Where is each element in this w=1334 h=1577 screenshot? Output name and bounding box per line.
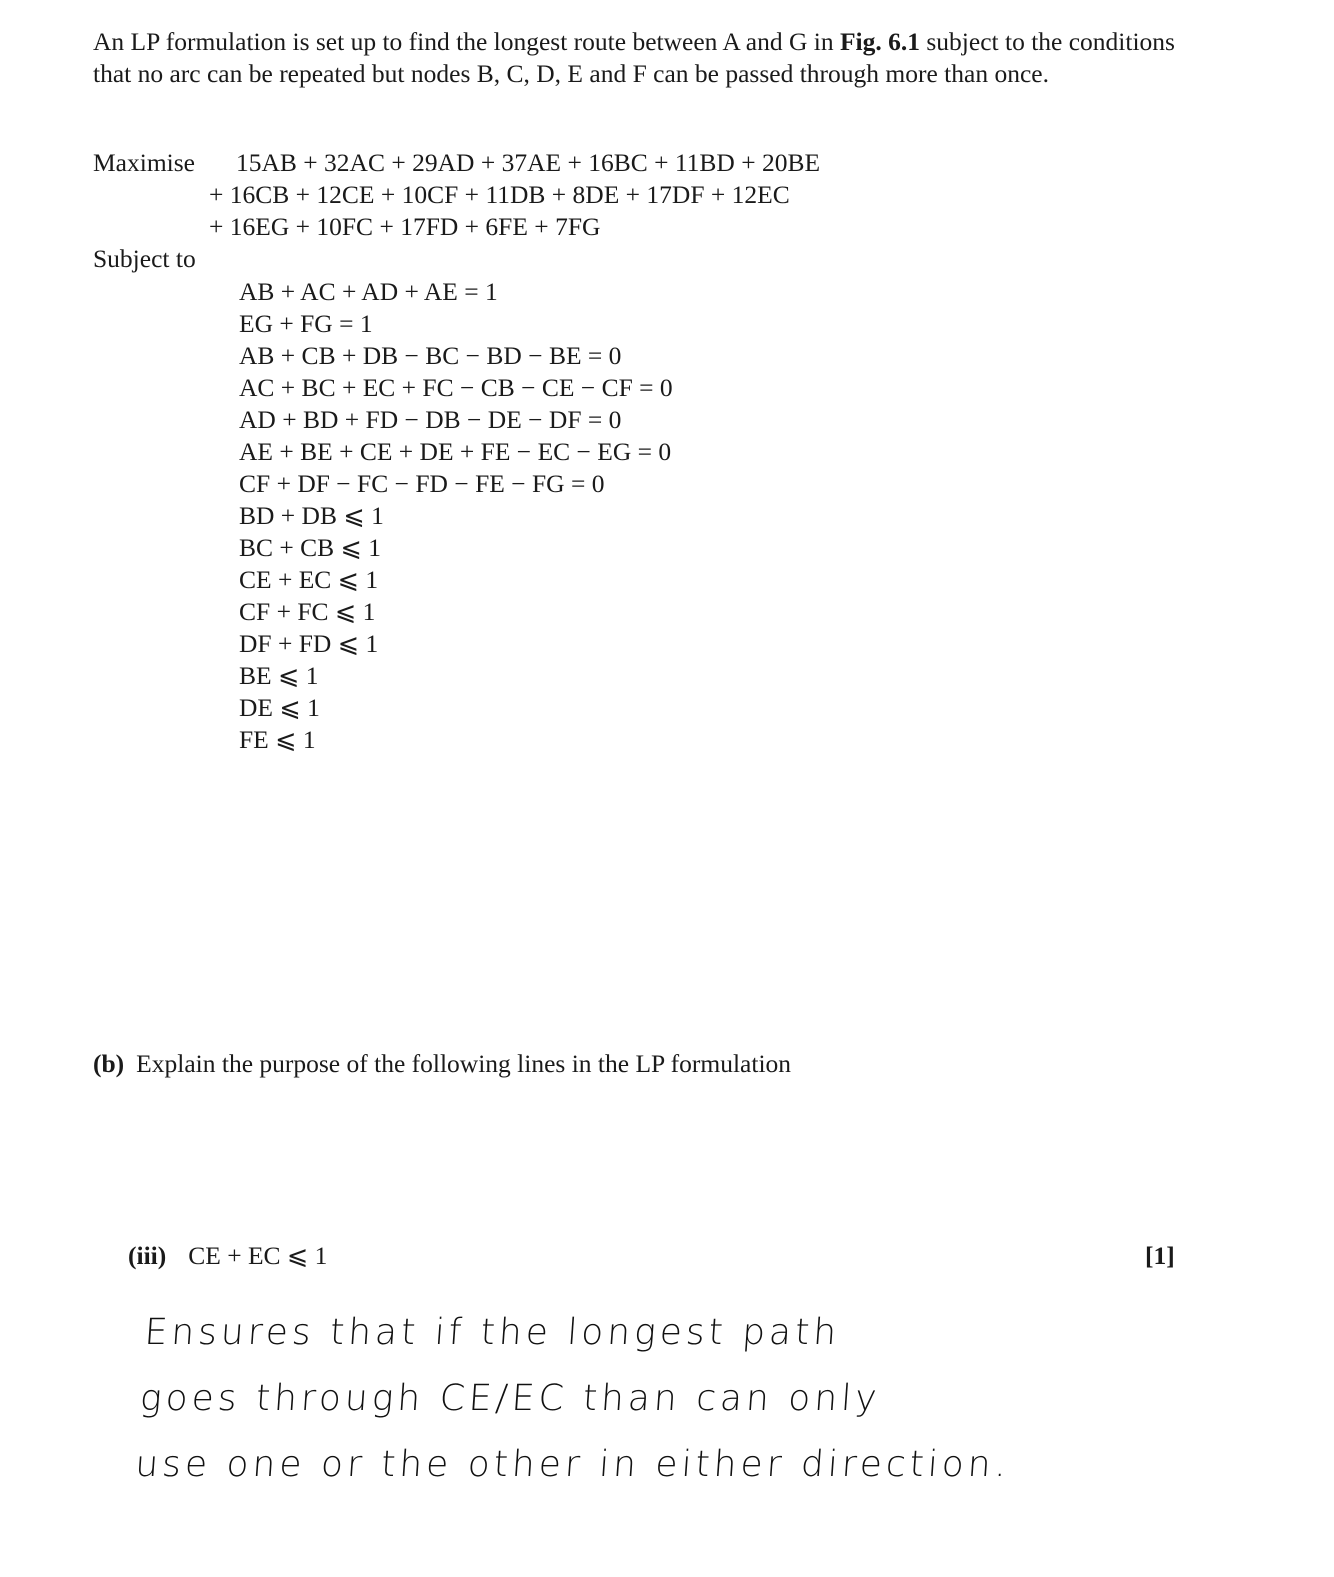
intro-text-start: An LP formulation is set up to find the longest route between A and G in — [93, 27, 840, 56]
constraint: EG + FG = 1 — [239, 309, 373, 338]
constraint: FE ⩽ 1 — [239, 725, 316, 754]
constraint: BD + DB ⩽ 1 — [239, 501, 384, 530]
constraint: AC + BC + EC + FC − CB − CE − CF = 0 — [239, 373, 673, 402]
answer-line: Ensures that if the longest path — [143, 1312, 842, 1353]
constraint: CE + EC ⩽ 1 — [239, 565, 379, 594]
constraint: BE ⩽ 1 — [239, 661, 319, 690]
answer-line: goes through CE/EC than can only — [138, 1378, 882, 1419]
constraint: DE ⩽ 1 — [239, 693, 320, 722]
maximise-label: Maximise — [93, 148, 195, 177]
handwritten-answer — [133, 1300, 1012, 1498]
question-intro — [93, 26, 1183, 90]
marks-allocation: [1] — [1145, 1241, 1175, 1270]
constraint: DF + FD ⩽ 1 — [239, 629, 379, 658]
sub-iii-marker: (iii) — [128, 1241, 167, 1270]
objective-line-1: 15AB + 32AC + 29AD + 37AE + 16BC + 11BD + 20BE — [236, 148, 821, 177]
intro-text-end: subject to the conditions that no arc can be repeated but nodes B, C, D, E and F can be passed through more than once. — [93, 27, 1175, 88]
constraint: AB + CB + DB − BC − BD − BE = 0 — [239, 341, 622, 370]
constraint: BC + CB ⩽ 1 — [239, 533, 382, 562]
constraint: AD + BD + FD − DB − DE − DF = 0 — [239, 405, 622, 434]
part-b-question — [93, 1048, 791, 1080]
answer-line: use one or the other in either direction. — [133, 1444, 1012, 1485]
sub-question-iii — [128, 1240, 327, 1272]
constraint: CF + FC ⩽ 1 — [239, 597, 376, 626]
objective-line-2: + 16CB + 12CE + 10CF + 11DB + 8DE + 17DF + 12EC — [209, 180, 790, 209]
constraint-list — [239, 276, 673, 756]
part-b-marker: (b) — [93, 1049, 125, 1078]
figure-reference: Fig. 6.1 — [839, 27, 920, 56]
constraint: AE + BE + CE + DE + FE − EC − EG = 0 — [239, 437, 672, 466]
sub-iii-text: CE + EC ⩽ 1 — [188, 1241, 328, 1270]
subject-to-label: Subject to — [93, 244, 196, 273]
objective-line-3: + 16EG + 10FC + 17FD + 6FE + 7FG — [209, 212, 601, 241]
constraint: AB + AC + AD + AE = 1 — [239, 277, 498, 306]
constraint: CF + DF − FC − FD − FE − FG = 0 — [239, 469, 605, 498]
part-b-text: Explain the purpose of the following lines in the LP formulation — [136, 1049, 792, 1078]
